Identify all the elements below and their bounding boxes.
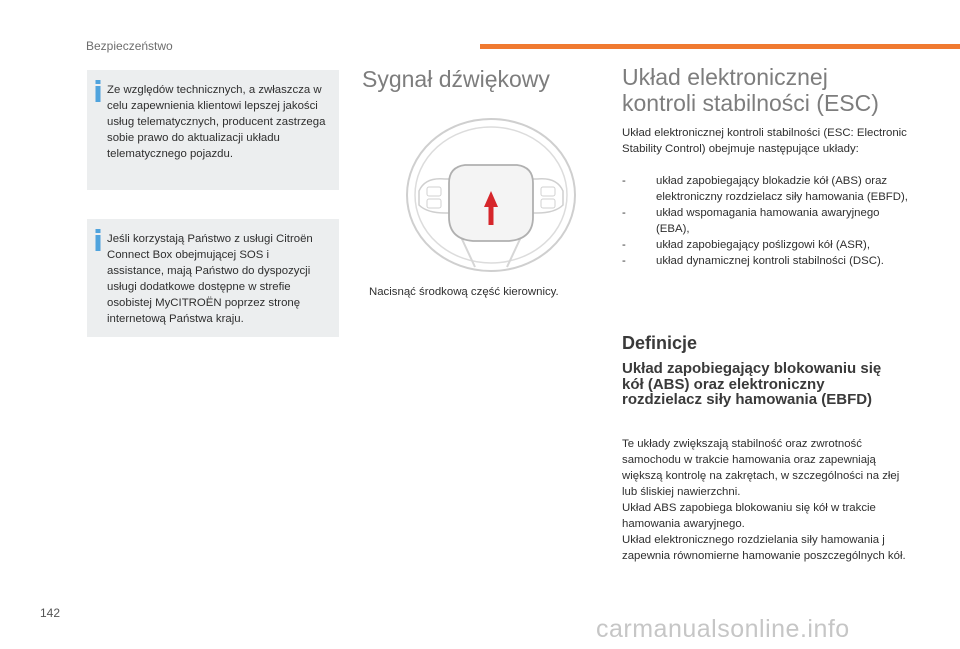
info-icon <box>95 229 101 251</box>
info-icon <box>95 80 101 102</box>
list-item: - układ dynamicznej kontroli stabilności (DSC). <box>622 255 884 267</box>
esc-heading: Układ elektronicznej kontroli stabilności (ESC) <box>622 64 879 116</box>
info-note-connect-box <box>87 219 339 337</box>
abs-ebfd-description: Te układy zwiększają stabilność oraz zwrotność samochodu w trakcie hamowania oraz zapewniają większą kontrolę na zakrętach, w szczególności na złej lub śliskiej nawierzchni. Układ ABS zapobiega blokowaniu się kół w trakcie hamowania awaryjnego. Układ elektronicznego rozdzielania siły hamowania j zapewnia równomierne hamowanie poszczególnych kół. <box>622 438 906 562</box>
horn-heading: Sygnał dźwiękowy <box>362 66 550 92</box>
note-text: Ze względów technicznych, a zwłaszcza w celu zapewnienia klientowi lepszej jakości usług telematycznych, producent zastrzega sobie prawo do aktualizacji układu telematycznego pojazdu. <box>107 84 326 160</box>
definitions-heading: Definicje <box>622 333 698 353</box>
note-text: Jeśli korzystają Państwo z usługi Citroën Connect Box obejmującej SOS i assistance, mają Państwo do dyspozycji usługi dodatkowe dostępne w strefie osobistej MyCITROËN poprzez stronę internetową Państwa kraju. <box>107 233 313 325</box>
list-item: - układ zapobiegający blokadzie kół (ABS) oraz elektroniczny rozdzielacz siły hamowania (EBFD), <box>622 175 908 203</box>
horn-instruction: Nacisnąć środkową część kierownicy. <box>369 286 559 298</box>
list-item: - układ zapobiegający poślizgowi kół (ASR), <box>622 239 870 251</box>
info-note-telematics <box>87 70 339 190</box>
list-item: - układ wspomagania hamowania awaryjnego (EBA), <box>622 207 880 235</box>
steering-wheel-illustration <box>405 117 577 273</box>
abs-ebfd-subheading: Układ zapobiegający blokowaniu się kół (ABS) oraz elektroniczny rozdzielacz siły hamowania (EBFD) <box>622 360 882 408</box>
section-accent-bar <box>480 44 960 49</box>
watermark: carmanualsonline.info <box>596 615 850 643</box>
section-label: Bezpieczeństwo <box>86 39 173 53</box>
esc-system-list <box>622 173 912 269</box>
page-number: 142 <box>40 606 61 620</box>
esc-intro: Układ elektronicznej kontroli stabilności (ESC: Electronic Stability Control) obejmuje następujące układy: <box>622 127 907 155</box>
